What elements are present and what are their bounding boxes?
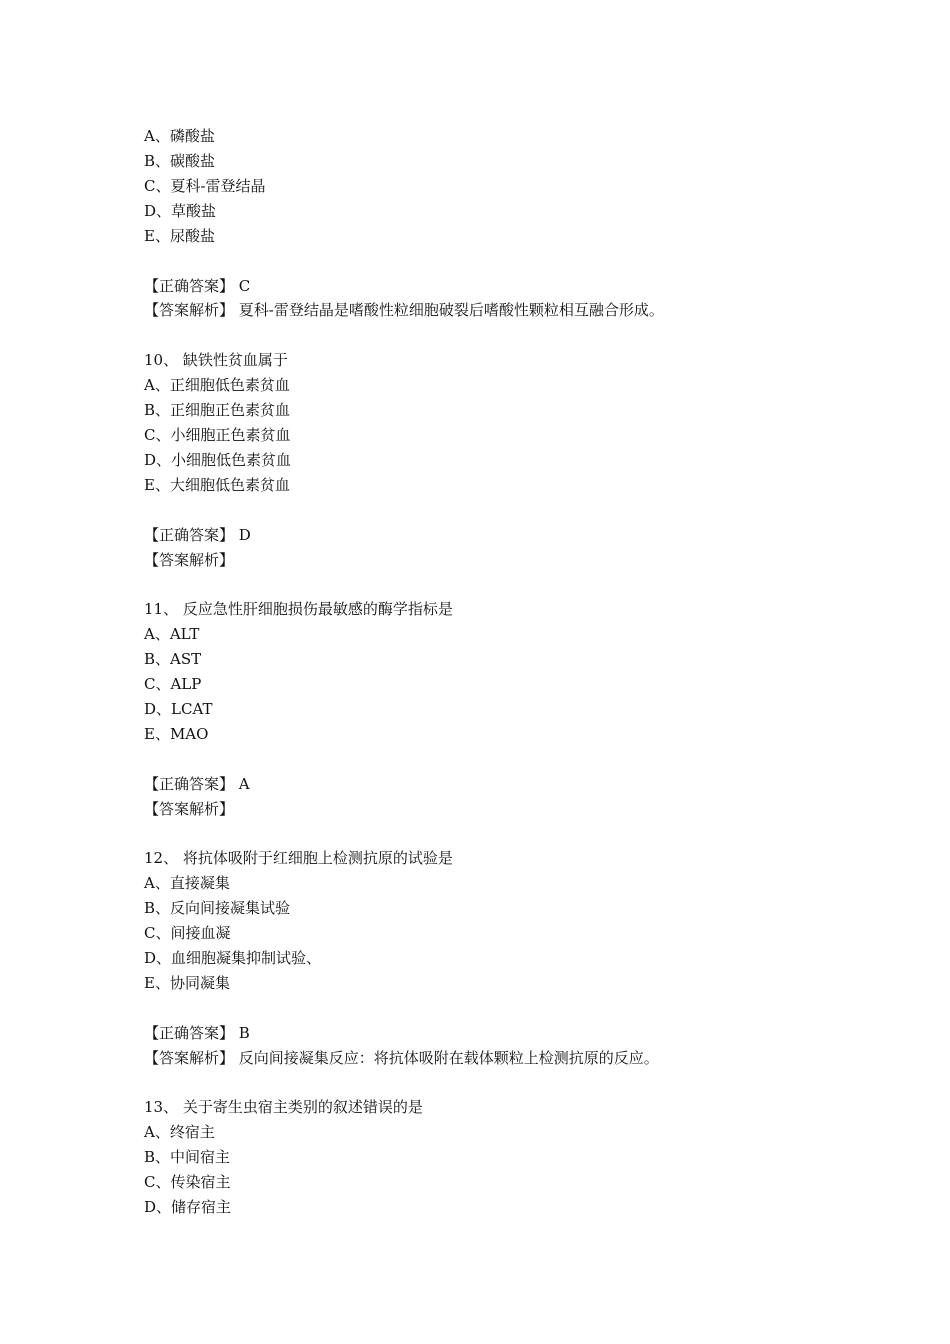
explanation-line: 【答案解析】 反向间接凝集反应：将抗体吸附在载体颗粒上检测抗原的反应。 <box>144 1049 659 1067</box>
text-line: D、小细胞低色素贫血 <box>144 451 292 469</box>
text-line: D、血细胞凝集抑制试验、 <box>144 949 322 967</box>
text-line: B、反向间接凝集试验 <box>144 899 291 917</box>
text-line: A、直接凝集 <box>144 874 230 892</box>
text-line: D、草酸盐 <box>144 202 217 220</box>
text-line: C、ALP <box>144 675 202 693</box>
text-line: A、正细胞低色素贫血 <box>144 376 290 394</box>
text-line: E、MAO <box>144 725 209 743</box>
question-line: 11、 反应急性肝细胞损伤最敏感的酶学指标是 <box>144 600 453 618</box>
explanation-line: 【答案解析】 <box>144 551 235 569</box>
text-line: B、正细胞正色素贫血 <box>144 401 291 419</box>
text-line: A、ALT <box>144 625 200 643</box>
text-line: A、磷酸盐 <box>144 127 215 145</box>
text-line: B、中间宿主 <box>144 1148 231 1166</box>
text-line: E、尿酸盐 <box>144 227 215 245</box>
question-line: 13、 关于寄生虫宿主类别的叙述错误的是 <box>144 1098 423 1116</box>
text-line: D、LCAT <box>144 700 213 718</box>
explanation-line: 【答案解析】 夏科-雷登结晶是嗜酸性粒细胞破裂后嗜酸性颗粒相互融合形成。 <box>144 301 664 319</box>
explanation-line: 【答案解析】 <box>144 800 235 818</box>
answer-line: 【正确答案】 C <box>144 277 251 295</box>
text-line: C、夏科-雷登结晶 <box>144 177 266 195</box>
text-line: A、终宿主 <box>144 1123 215 1141</box>
text-line: C、小细胞正色素贫血 <box>144 426 291 444</box>
text-line: D、储存宿主 <box>144 1198 232 1216</box>
text-line: E、协同凝集 <box>144 974 230 992</box>
text-line: B、AST <box>144 650 202 668</box>
answer-line: 【正确答案】 D <box>144 526 251 544</box>
answer-line: 【正确答案】 A <box>144 775 250 793</box>
question-line: 10、 缺铁性贫血属于 <box>144 351 288 369</box>
question-line: 12、 将抗体吸附于红细胞上检测抗原的试验是 <box>144 849 453 867</box>
text-line: C、间接血凝 <box>144 924 231 942</box>
text-line: C、传染宿主 <box>144 1173 231 1191</box>
text-line: E、大细胞低色素贫血 <box>144 476 290 494</box>
answer-line: 【正确答案】 B <box>144 1024 250 1042</box>
text-line: B、碳酸盐 <box>144 152 216 170</box>
